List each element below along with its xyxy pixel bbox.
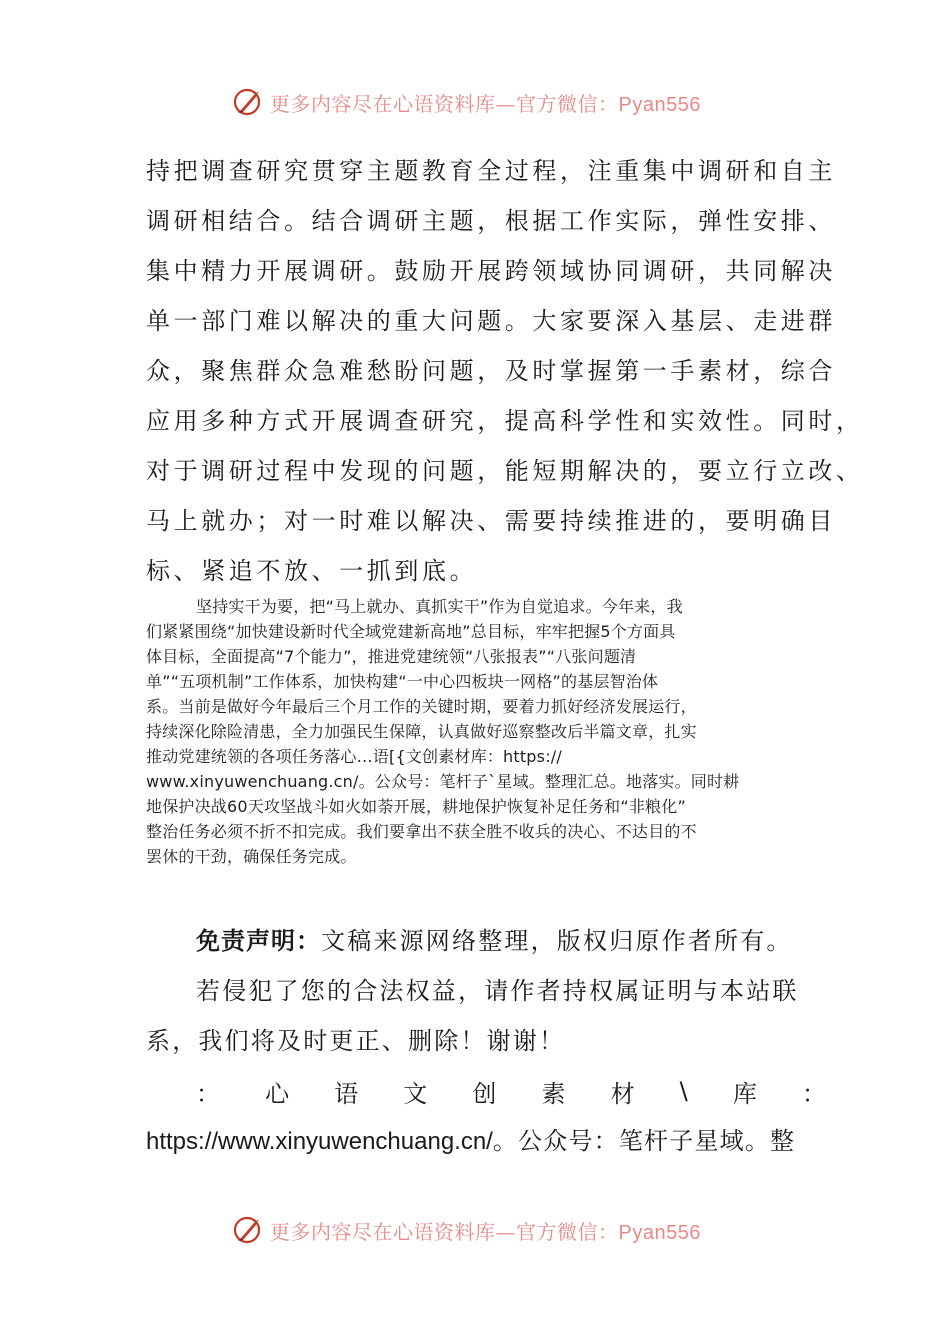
source-url-line xyxy=(146,1116,795,1166)
paragraph-2-line: 罢休的干劲，确保任务完成。 xyxy=(146,847,357,866)
spread-char: 语 xyxy=(334,1079,359,1108)
paragraph-1-line: 调研相结合。结合调研主题，根据工作实际，弹性安排、 xyxy=(146,207,836,235)
disclaimer-block xyxy=(146,916,826,1066)
pen-nib-logo-icon xyxy=(232,85,266,119)
footer-banner xyxy=(232,1210,701,1250)
source-url-link[interactable]: https://www.xinyuwenchuang.cn/ xyxy=(146,1128,493,1155)
paragraph-1-line: 马上就办；对一时难以解决、需要持续推进的，要明确目 xyxy=(146,507,836,535)
disclaimer-line-2: 若侵犯了您的合法权益，请作者持权属证明与本站联 xyxy=(196,977,799,1005)
paragraph-2-line: 地保护决战60天攻坚战斗如火如荼开展，耕地保护恢复补足任务和“非粮化” xyxy=(146,797,686,816)
disclaimer-label: 免责声明： xyxy=(196,927,321,955)
paragraph-2-line: 们紧紧围绕“加快建设新时代全域党建新高地”总目标，牢牢把握5个方面具 xyxy=(146,622,676,641)
disclaimer-line-3: 系，我们将及时更正、删除！谢谢！ xyxy=(146,1027,566,1055)
footer-banner-text: 更多内容尽在心语资料库—官方微信： xyxy=(270,1219,619,1244)
paragraph-1-line: 持把调查研究贯穿主题教育全过程，注重集中调研和自主 xyxy=(146,157,836,185)
spread-char: 库 xyxy=(732,1079,757,1108)
paragraph-2-line: 单”“五项机制”工作体系，加快构建“一中心四板块一网格”的基层智治体 xyxy=(146,672,659,691)
paragraph-1-line: 众，聚焦群众急难愁盼问题，及时掌握第一手素材，综合 xyxy=(146,357,836,385)
spread-char: \ xyxy=(679,1077,688,1105)
paragraph-2-line: www.xinyuwenchuang.cn/。公众号：笔杆子`星域。整理汇总。地落实。同时耕 xyxy=(146,772,740,791)
source-spread-line xyxy=(196,1066,826,1116)
header-banner-text: 更多内容尽在心语资料库—官方微信： xyxy=(270,91,619,116)
spread-char: 材 xyxy=(610,1079,635,1108)
disclaimer-text-1: 文稿来源网络整理，版权归原作者所有。 xyxy=(321,927,793,955)
paragraph-2-line: 整治任务必须不折不扣完成。我们要拿出不获全胜不收兵的决心、不达目的不 xyxy=(146,822,697,841)
spread-char: ： xyxy=(801,1079,826,1108)
paragraph-2-line: 坚持实干为要，把“马上就办、真抓实干”作为自觉追求。今年来，我 xyxy=(196,597,683,616)
source-url-rest: 。公众号：笔杆子星域。整 xyxy=(492,1127,796,1155)
spread-char: 文 xyxy=(403,1079,428,1108)
spread-char: 心 xyxy=(265,1079,290,1108)
header-banner xyxy=(232,82,701,122)
paragraph-2 xyxy=(146,594,806,869)
spread-char: ： xyxy=(196,1079,220,1108)
paragraph-1-line: 单一部门难以解决的重大问题。大家要深入基层、走进群 xyxy=(146,307,836,335)
disclaimer-line-1 xyxy=(146,916,826,966)
spread-char: 创 xyxy=(472,1079,497,1108)
paragraph-1-line: 集中精力开展调研。鼓励开展跨领域协同调研，共同解决 xyxy=(146,257,836,285)
footer-wechat-id: Pyan556 xyxy=(618,1221,701,1244)
paragraph-2-line: 系。当前是做好今年最后三个月工作的关键时期，要着力抓好经济发展运行， xyxy=(146,697,697,716)
paragraph-1-line: 对于调研过程中发现的问题，能短期解决的，要立行立改、 xyxy=(146,457,864,485)
paragraph-1-line: 应用多种方式开展调查研究，提高科学性和实效性。同时， xyxy=(146,407,864,435)
paragraph-2-line: 持续深化除险清患，全力加强民生保障，认真做好巡察整改后半篇文章，扎实 xyxy=(146,722,697,741)
paragraph-1-line: 标、紧追不放、一抓到底。 xyxy=(146,557,478,585)
spread-char: 素 xyxy=(541,1079,566,1108)
header-wechat-id: Pyan556 xyxy=(618,93,701,116)
paragraph-2-line: 体目标，全面提高“7个能力”，推进党建统领“八张报表”“八张问题清 xyxy=(146,647,637,666)
pen-nib-logo-icon xyxy=(232,1213,266,1247)
paragraph-2-line: 推动党建统领的各项任务落心…语[{文创素材库：https:// xyxy=(146,747,562,766)
paragraph-1 xyxy=(146,146,864,596)
